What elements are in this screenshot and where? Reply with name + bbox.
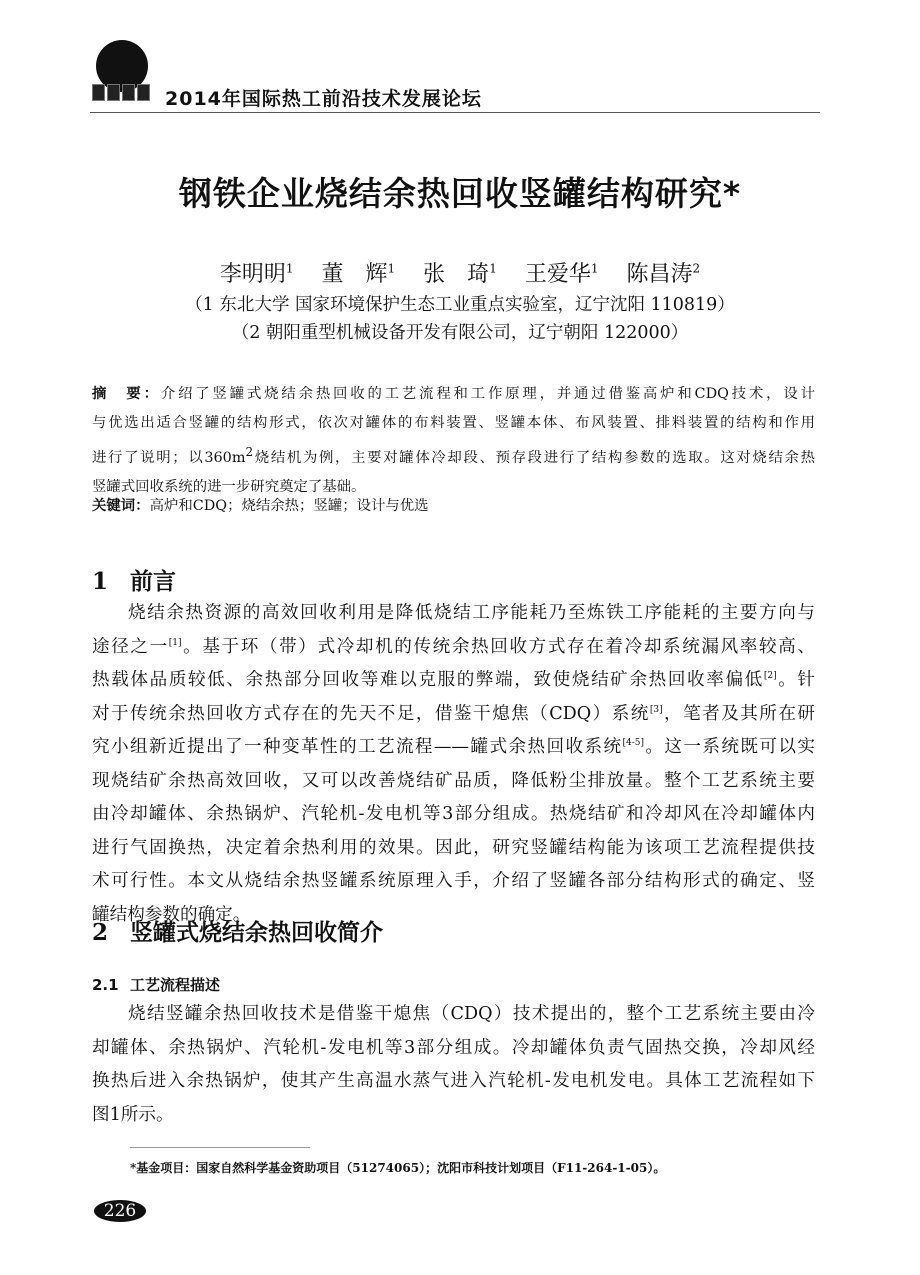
citation: [2] xyxy=(763,671,777,682)
citation: [1] xyxy=(168,637,182,648)
section-heading-2 xyxy=(92,914,383,947)
author xyxy=(220,262,294,287)
text-line: 却罐体、余热锅炉、汽轮机-发电机等3部分组成。冷却罐体负责气固热交换，冷却风经 xyxy=(92,1037,815,1058)
abstract-line: 摘 要：介绍了竖罐式烧结余热回收的工艺流程和工作原理，并通过借鉴高炉和CDQ技术，设计 xyxy=(92,386,815,402)
keywords-label: 关键词： xyxy=(92,498,150,514)
citation: [3] xyxy=(649,704,663,715)
keywords xyxy=(92,494,429,515)
running-header: 2014年国际热工前沿技术发展论坛 xyxy=(165,88,482,110)
author-name: 王爱华 xyxy=(524,262,591,287)
affiliation-1: （1 东北大学 国家环境保护生态工业重点实验室，辽宁沈阳 110819） xyxy=(185,295,735,315)
text-line: 对于传统余热回收方式存在的先天不足，借鉴干熄焦（CDQ）系统[3]，笔者及其所在研 xyxy=(92,703,815,724)
abstract-line: 进行了说明；以$360m^2$烧结机为例，主要对罐体冷却段、预存段进行了结构参数的选取。这对烧结余热 xyxy=(92,445,815,466)
abstract-line: 竖罐式回收系统的进一步研究奠定了基础。 xyxy=(92,478,366,495)
section-title: 竖罐式烧结余热回收简介 xyxy=(130,919,383,946)
section-heading-1 xyxy=(92,563,176,596)
text-line: 途径之一[1]。基于环（带）式冷却机的传统余热回收方式存在着冷却系统漏风率较高、 xyxy=(92,636,815,657)
intro-paragraph xyxy=(92,597,815,932)
author-affiliation-mark: 1 xyxy=(387,261,396,276)
keywords-text: 高炉和CDQ；烧结余热；竖罐；设计与优选 xyxy=(149,498,429,514)
affiliation-2: （2 朝阳重型机械设备开发有限公司，辽宁朝阳 122000） xyxy=(231,323,689,343)
author xyxy=(525,262,599,287)
text-line: 术可行性。本文从烧结余热竖罐系统原理入手，介绍了竖罐各部分结构形式的确定、竖 xyxy=(92,871,815,891)
section-title: 前言 xyxy=(130,568,176,595)
text-line: 图1所示。 xyxy=(92,1104,174,1125)
paper-title: 钢铁企业烧结余热回收竖罐结构研究* xyxy=(178,174,742,213)
author-name: 张 琦 xyxy=(423,262,490,287)
abstract-line: 与优选出适合竖罐的结构形式，依次对罐体的布料装置、竖罐本体、布风装置、排料装置的结构和作用 xyxy=(92,415,815,431)
author-list xyxy=(0,257,920,288)
conference-logo xyxy=(92,40,150,102)
subsection-title: 工艺流程描述 xyxy=(130,976,221,994)
abstract-label: 摘 要： xyxy=(92,386,161,402)
section-number: 2 xyxy=(92,919,109,946)
footnote: *基金项目：国家自然科学基金资助项目（51274065）；沈阳市科技计划项目（F11-264-1-05）。 xyxy=(130,1161,666,1175)
author-name: 董 辉 xyxy=(321,262,388,287)
author xyxy=(626,262,700,287)
text-line: 现烧结矿余热高效回收，又可以改善烧结矿品质，降低粉尘排放量。整个工艺系统主要 xyxy=(92,770,815,791)
author-name: 陈昌涛 xyxy=(626,262,693,287)
page-number: 226 xyxy=(94,1200,146,1222)
text-line: 热载体品质较低、余热部分回收等难以克服的弊端，致使烧结矿余热回收率偏低[2]。针 xyxy=(92,670,815,690)
subsection-number: 2.1 xyxy=(92,976,119,994)
text-line: 究小组新近提出了一种变革性的工艺流程——罐式余热回收系统[4-5]。这一系统既可以实 xyxy=(92,737,815,757)
text-line: 烧结竖罐余热回收技术是借鉴干熄焦（CDQ）技术提出的，整个工艺系统主要由冷 xyxy=(128,1004,815,1024)
header-rule xyxy=(90,112,820,113)
citation: [4-5] xyxy=(622,738,645,749)
superscript: 2 xyxy=(245,445,254,459)
process-paragraph xyxy=(92,998,815,1132)
author xyxy=(423,262,497,287)
text-line: 罐结构参数的确定。 xyxy=(92,904,251,925)
author-affiliation-mark: 1 xyxy=(285,261,294,276)
author-name: 李明明 xyxy=(219,262,286,287)
subsection-heading xyxy=(92,974,220,995)
text-line: 进行气固换热，决定着余热利用的效果。因此，研究竖罐结构能为该项工艺流程提供技 xyxy=(92,837,815,858)
author-affiliation-mark: 1 xyxy=(489,261,497,276)
author xyxy=(322,262,396,287)
section-number: 1 xyxy=(92,568,109,595)
text-line: 由冷却罐体、余热锅炉、汽轮机-发电机等3部分组成。热烧结矿和冷却风在冷却罐体内 xyxy=(92,804,815,824)
footnote-rule xyxy=(130,1147,310,1148)
text-line: 换热后进入余热锅炉，使其产生高温水蒸气进入汽轮机-发电机发电。具体工艺流程如下 xyxy=(92,1071,815,1091)
abstract xyxy=(92,380,815,502)
author-affiliation-mark: 1 xyxy=(590,261,599,276)
author-affiliation-mark: 2 xyxy=(692,261,701,276)
text-line: 烧结余热资源的高效回收利用是降低烧结工序能耗乃至炼铁工序能耗的主要方向与 xyxy=(128,603,815,623)
